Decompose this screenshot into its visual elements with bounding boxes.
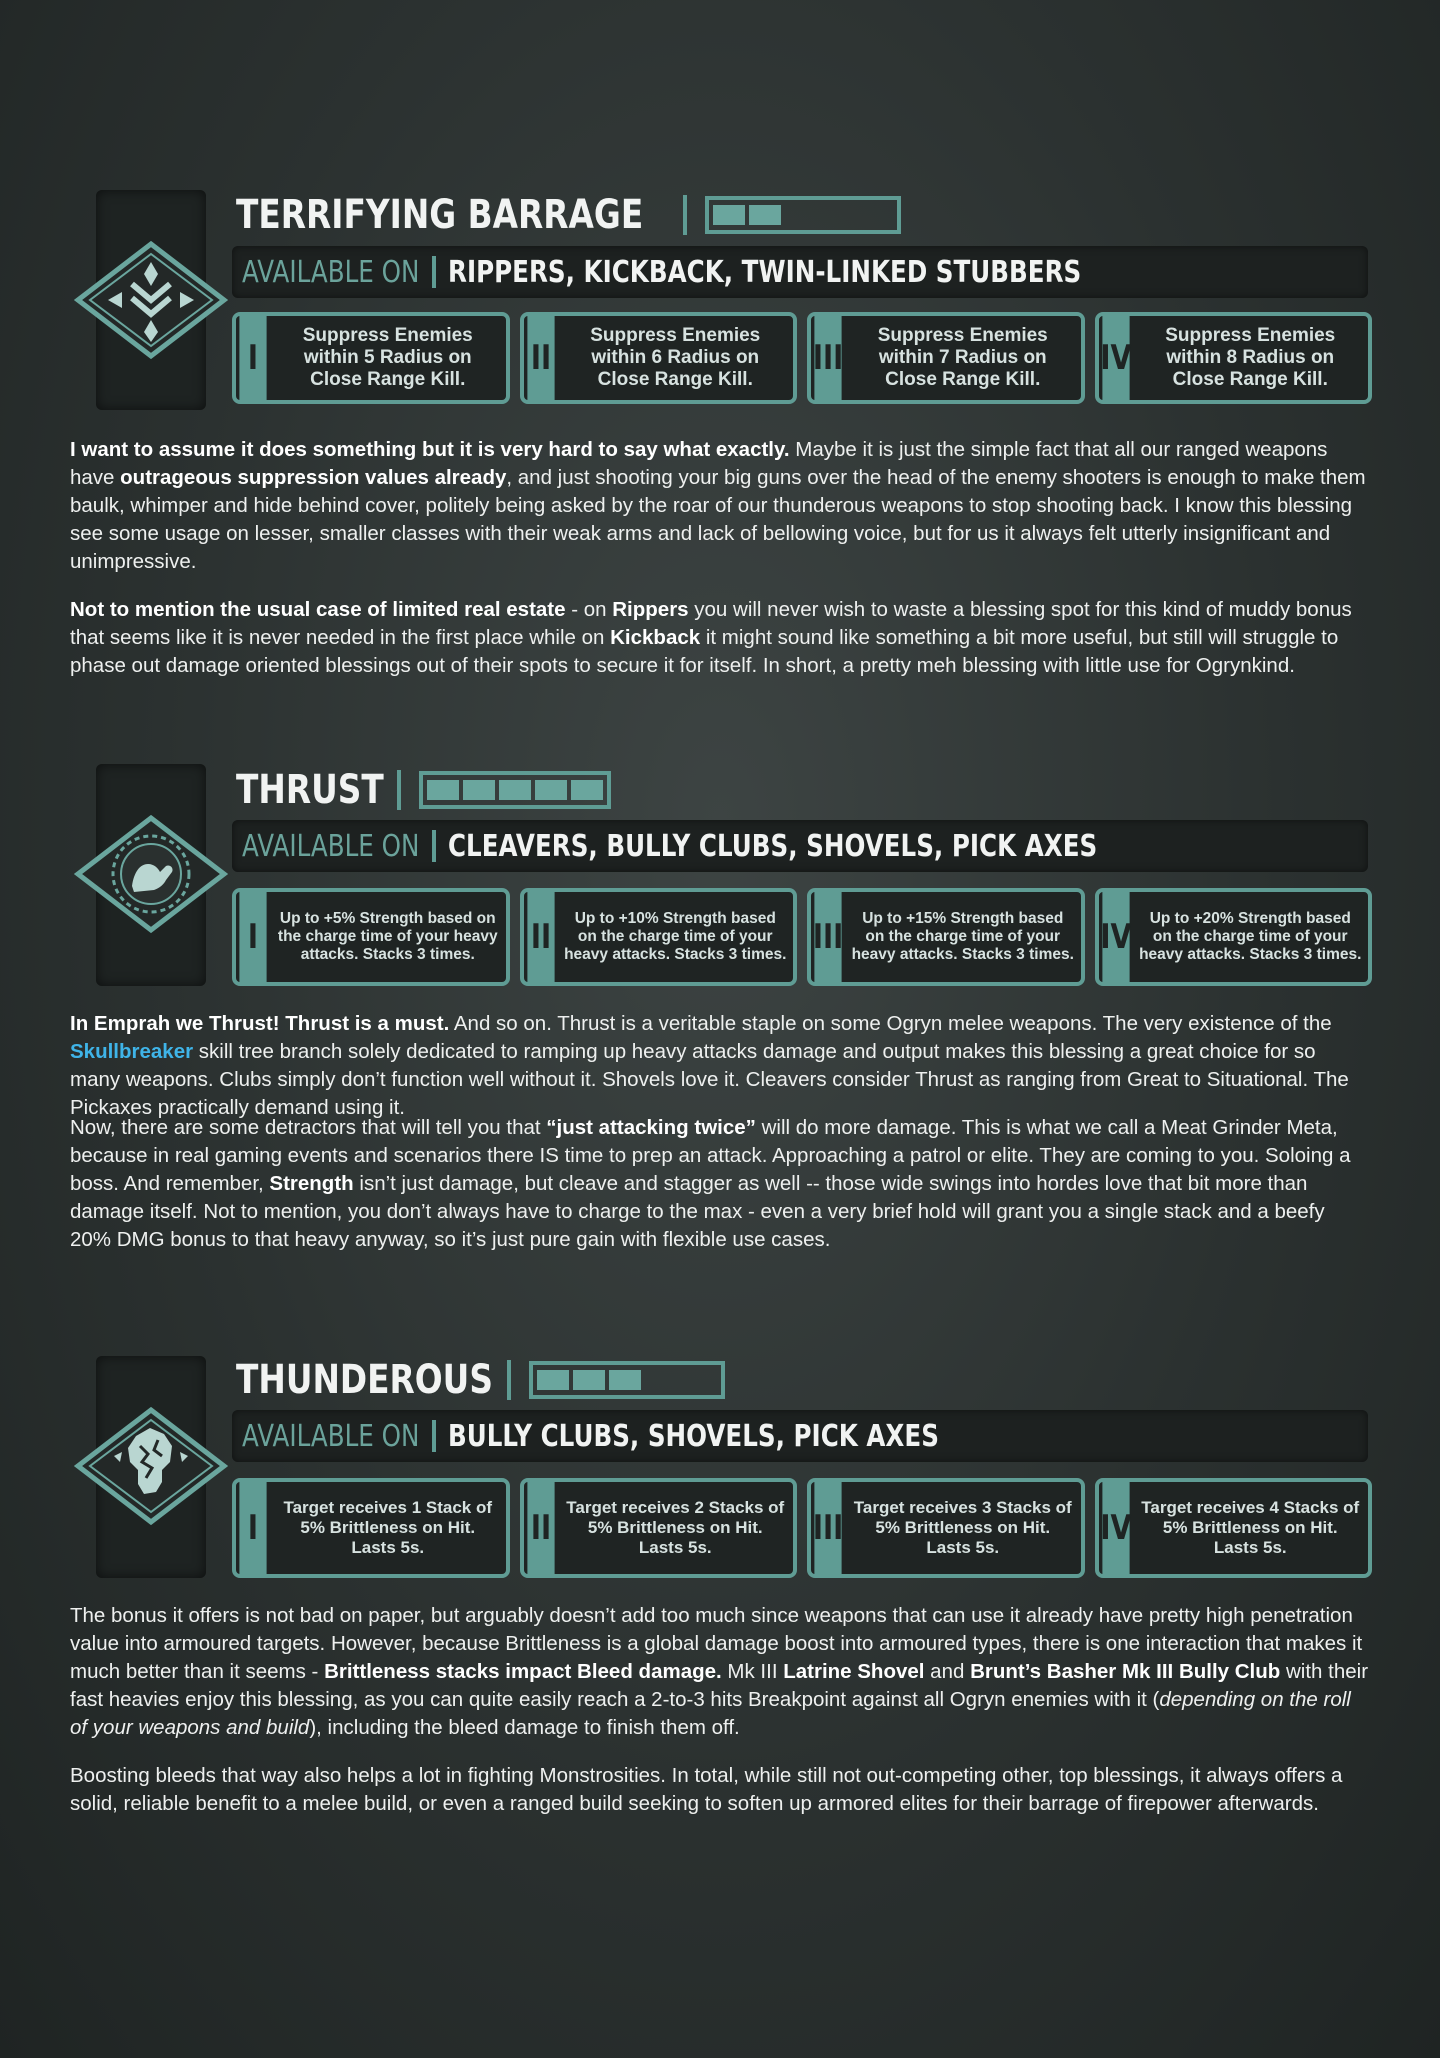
rating-pip bbox=[749, 205, 781, 225]
available-divider bbox=[432, 256, 436, 288]
available-divider bbox=[432, 830, 436, 862]
rating-pip bbox=[571, 780, 603, 800]
barrage-emblem-icon bbox=[74, 240, 228, 360]
highlight-term: Skullbreaker bbox=[70, 1040, 194, 1063]
blessing-header bbox=[236, 187, 901, 243]
tier-description: Target receives 3 Stacks of 5% Brittleness on Hit. Lasts 5s. bbox=[853, 1498, 1072, 1557]
rating-pip bbox=[463, 780, 495, 800]
body-paragraph: In Emprah we Thrust! Thrust is a must. And so on. Thrust is a veritable staple on some Ogryn melee weapons. The very existence of the Skullbreaker skill tree branch solely dedicated to ramping up heavy attacks damage and output makes this blessing a great choice for so many weapons. Clubs simply don’t function well without it. Shovels love it. Cleavers consider Thrust as ranging from Great to Situational. The Pickaxes practically demand using it. bbox=[70, 1012, 1349, 1119]
tier-card bbox=[807, 312, 1085, 404]
rating-bar bbox=[419, 771, 611, 809]
bold-phrase: I want to assume it does something but it is very hard to say what exactly. bbox=[70, 438, 790, 461]
bold-phrase: Latrine Shovel bbox=[783, 1660, 925, 1683]
available-on-weapons: CLEAVERS, BULLY CLUBS, SHOVELS, PICK AXES bbox=[448, 828, 1098, 864]
tier-card bbox=[807, 888, 1085, 986]
tier-numeral: I bbox=[239, 892, 266, 982]
tier-description: Up to +20% Strength based on the charge time of your heavy attacks. Stacks 3 times. bbox=[1139, 910, 1362, 963]
tier-card bbox=[1095, 888, 1373, 986]
tier-numeral: II bbox=[527, 316, 554, 400]
available-divider bbox=[432, 1420, 436, 1452]
bold-phrase: Strength bbox=[269, 1172, 354, 1195]
available-on-bar bbox=[232, 1410, 1368, 1462]
bold-phrase: “just attacking twice” bbox=[546, 1116, 756, 1139]
tier-card bbox=[520, 1478, 798, 1578]
emblem-frame bbox=[96, 764, 206, 986]
tier-card bbox=[1095, 1478, 1373, 1578]
tier-numeral: III bbox=[814, 316, 841, 400]
blessing-header bbox=[236, 762, 611, 818]
rating-pip bbox=[713, 205, 745, 225]
tier-card bbox=[807, 1478, 1085, 1578]
tier-description: Target receives 1 Stack of 5% Brittleness on Hit. Lasts 5s. bbox=[283, 1498, 492, 1557]
bold-phrase: Rippers bbox=[612, 598, 689, 621]
bold-phrase: In Emprah we Thrust! Thrust is a must. bbox=[70, 1012, 450, 1035]
tier-numeral: III bbox=[814, 892, 841, 982]
tier-card bbox=[232, 1478, 510, 1578]
rating-pip bbox=[609, 1370, 641, 1390]
tier-numeral: II bbox=[527, 892, 554, 982]
blessing-title: TERRIFYING BARRAGE bbox=[236, 192, 644, 238]
tier-description: Up to +10% Strength based on the charge time of your heavy attacks. Stacks 3 times. bbox=[564, 910, 787, 963]
rating-pip bbox=[573, 1370, 605, 1390]
tier-card bbox=[232, 888, 510, 986]
tier-numeral: I bbox=[239, 1482, 266, 1574]
tier-description: Suppress Enemies within 6 Radius on Close Range Kill. bbox=[590, 325, 761, 390]
tier-card bbox=[520, 312, 798, 404]
title-divider bbox=[507, 1360, 511, 1400]
tier-numeral: IV bbox=[1102, 892, 1129, 982]
available-on-bar bbox=[232, 246, 1368, 298]
emblem-frame bbox=[96, 190, 206, 410]
tier-description: Target receives 4 Stacks of 5% Brittleness on Hit. Lasts 5s. bbox=[1141, 1498, 1360, 1557]
title-divider bbox=[683, 195, 687, 235]
available-on-weapons: RIPPERS, KICKBACK, TWIN-LINKED STUBBERS bbox=[448, 254, 1082, 290]
available-on-weapons: BULLY CLUBS, SHOVELS, PICK AXES bbox=[448, 1418, 939, 1454]
tier-description: Suppress Enemies within 5 Radius on Close Range Kill. bbox=[302, 325, 473, 390]
body-paragraph: Boosting bleeds that way also helps a lot in fighting Monstrosities. In total, while still not out-competing other, top blessings, it always offers a solid, reliable benefit to a melee build, or even a ranged build seeking to soften up armored elites for their barrage of firepower afterwards. bbox=[70, 1764, 1343, 1815]
italic-phrase: depending on the roll of your weapons and build bbox=[70, 1688, 1351, 1739]
tier-description: Suppress Enemies within 8 Radius on Close Range Kill. bbox=[1165, 325, 1336, 390]
tier-numeral: IV bbox=[1102, 1482, 1129, 1574]
tier-list bbox=[232, 312, 1372, 404]
tier-description: Target receives 2 Stacks of 5% Brittleness on Hit. Lasts 5s. bbox=[566, 1498, 785, 1557]
available-on-label: AVAILABLE ON bbox=[242, 1418, 420, 1454]
title-divider bbox=[397, 770, 401, 810]
body-paragraph: The bonus it offers is not bad on paper, but arguably doesn’t add too much since weapons that can use it already have pretty high penetration value into armoured targets. However, because Brittleness is a global damage boost into armoured types, there is one interaction that makes it much better than it seems - Brittleness stacks impact Bleed damage. Mk III Latrine Shovel and Brunt’s Basher Mk III Bully Club with their fast heavies enjoy this blessing, as you can quite easily reach a 2-to-3 hits Breakpoint against all Ogryn enemies with it (depending on the roll of your weapons and build), including the bleed damage to finish them off. bbox=[70, 1604, 1369, 1739]
bold-phrase: Not to mention the usual case of limited real estate bbox=[70, 598, 566, 621]
available-on-label: AVAILABLE ON bbox=[242, 254, 420, 290]
tier-description: Suppress Enemies within 7 Radius on Close Range Kill. bbox=[877, 325, 1048, 390]
rating-pip bbox=[499, 780, 531, 800]
rating-pip bbox=[427, 780, 459, 800]
available-on-label: AVAILABLE ON bbox=[242, 828, 420, 864]
rating-bar bbox=[529, 1361, 725, 1399]
rating-bar bbox=[705, 196, 901, 234]
bold-phrase: outrageous suppression values already bbox=[120, 466, 507, 489]
tier-description: Up to +5% Strength based on the charge time of your heavy attacks. Stacks 3 times. bbox=[277, 910, 498, 963]
tier-numeral: IV bbox=[1102, 316, 1129, 400]
flexed-arm-emblem-icon bbox=[74, 814, 228, 934]
tier-numeral: II bbox=[527, 1482, 554, 1574]
body-paragraph: I want to assume it does something but it is very hard to say what exactly. Maybe it is just the simple fact that all our ranged weapons have outrageous suppression values already, and just shooting your big guns over the head of the enemy shooters is enough to make them baulk, whimper and hide behind cover, politely being asked by the roar of our thunderous weapons to stop shooting back. I know this blessing see some usage on lesser, smaller classes with their weak arms and lack of bellowing voice, but for us it always felt utterly insignificant and unimpressive. bbox=[70, 438, 1366, 573]
bold-phrase: Brittleness stacks impact Bleed damage. bbox=[324, 1660, 722, 1683]
available-on-bar bbox=[232, 820, 1368, 872]
blessing-title: THUNDEROUS bbox=[236, 1357, 493, 1403]
body-paragraph: Now, there are some detractors that will tell you that “just attacking twice” will do more damage. This is what we call a Meat Grinder Meta, because in real gaming events and scenarios there IS time to prep an attack. Approaching a patrol or elite. They are coming to you. Soloing a boss. And remember, Strength isn’t just damage, but cleave and stagger as well -- those wide swings into hordes love that bit more than damage itself. Not to mention, you don’t always have to charge to the max - even a very brief hold will grant you a single stack and a beefy 20% DMG bonus to that heavy anyway, so it’s just pure gain with flexible use cases. bbox=[70, 1116, 1351, 1251]
shattered-fist-emblem-icon bbox=[74, 1406, 228, 1526]
tier-list bbox=[232, 1478, 1372, 1578]
tier-card bbox=[232, 312, 510, 404]
tier-description: Up to +15% Strength based on the charge time of your heavy attacks. Stacks 3 times. bbox=[851, 910, 1074, 963]
blessing-header bbox=[236, 1352, 725, 1408]
bold-phrase: Brunt’s Basher Mk III Bully Club bbox=[970, 1660, 1281, 1683]
tier-numeral: III bbox=[814, 1482, 841, 1574]
tier-card bbox=[520, 888, 798, 986]
blessing-title: THRUST bbox=[236, 767, 384, 813]
tier-numeral: I bbox=[239, 316, 266, 400]
rating-pip bbox=[537, 1370, 569, 1390]
tier-list bbox=[232, 888, 1372, 986]
emblem-frame bbox=[96, 1356, 206, 1578]
tier-card bbox=[1095, 312, 1373, 404]
rating-pip bbox=[535, 780, 567, 800]
body-paragraph: Not to mention the usual case of limited real estate - on Rippers you will never wish to waste a blessing spot for this kind of muddy bonus that seems like it is never needed in the first place while on Kickback it might sound like something a bit more useful, but still will struggle to phase out damage oriented blessings out of their spots to secure it for itself. In short, a pretty meh blessing with little use for Ogrynkind. bbox=[70, 598, 1352, 677]
bold-phrase: Kickback bbox=[610, 626, 701, 649]
